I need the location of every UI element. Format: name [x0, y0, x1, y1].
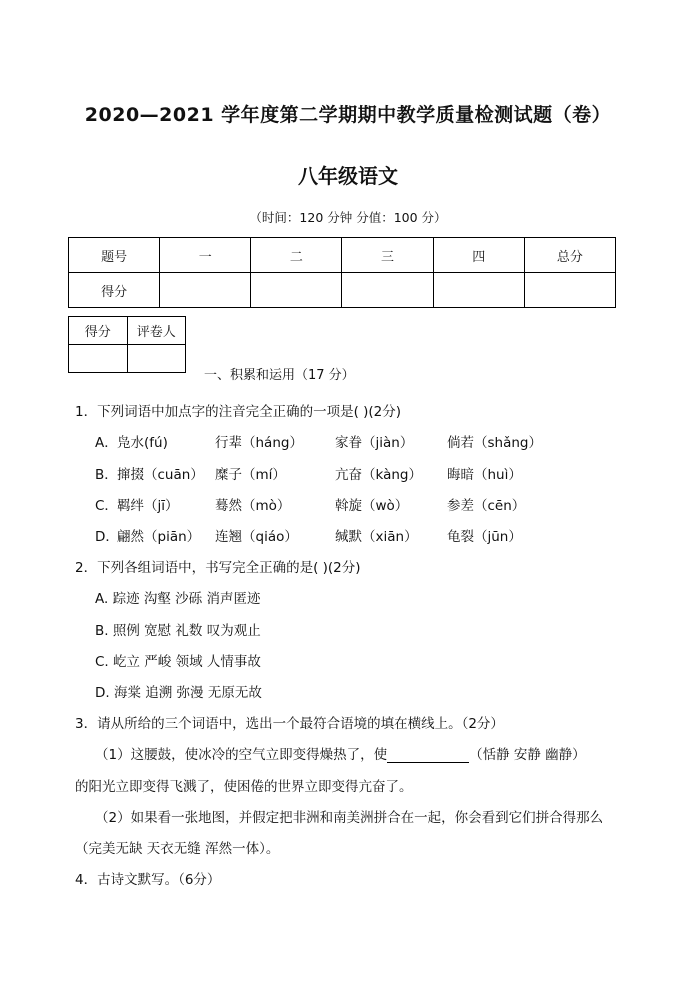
- grader-blank-cell[interactable]: [127, 345, 186, 373]
- score-table-header-row: [69, 238, 616, 273]
- grader-blank-cell[interactable]: [69, 345, 128, 373]
- q3-part-2-text: （2）如果看一张地图，并假定把非洲和南美洲拼合在一起，你会看到它们拼合得那么: [95, 810, 604, 826]
- q3-part-2-choices: （完美无缺 天衣无缝 浑然一体）。: [75, 841, 280, 857]
- q1-option-b-item: 糜子（mí）: [215, 467, 286, 483]
- score-table-cell: 三: [342, 238, 433, 273]
- q3-part-1-lead: （1）这腰鼓，使冰冷的空气立即变得燥热了，使: [95, 747, 388, 763]
- q1-option-a-item: 家眷（jiàn）: [335, 435, 414, 451]
- score-blank-cell[interactable]: [433, 273, 524, 308]
- q1-option-c-item: 参差（cēn）: [447, 498, 526, 514]
- q1-option-a-item: 行辈（háng）: [215, 435, 303, 451]
- q1-option-d-letter: D．: [95, 529, 119, 545]
- q1-option-d-item: 翩然（piān）: [117, 529, 201, 545]
- exam-title: 2020—2021 学年度第二学期期中教学质量检测试题（卷）: [84, 104, 612, 126]
- score-blank-cell[interactable]: [251, 273, 342, 308]
- score-blank-cell[interactable]: [342, 273, 433, 308]
- score-table-score-row: [69, 273, 616, 308]
- q3-part-1-choices: （恬静 安静 幽静）: [469, 747, 586, 763]
- q1-option-c-item: 羁绊（jī）: [117, 498, 179, 514]
- q3-part-1-text: [95, 743, 586, 763]
- grader-table: [68, 316, 186, 373]
- score-blank-cell[interactable]: [160, 273, 251, 308]
- q1-option-d-item: 缄默（xiān）: [335, 529, 418, 545]
- q1-option-a-item: 凫水(fú): [117, 435, 168, 451]
- q1-option-b-item: 亢奋（kàng）: [335, 467, 422, 483]
- q1-option-a-letter: A．: [95, 435, 118, 451]
- grader-table-grader-label: 评卷人: [127, 317, 186, 345]
- time-score-note: （时间：120 分钟 分值：100 分）: [249, 210, 447, 225]
- exam-subtitle: 八年级语文: [298, 164, 398, 188]
- q2-option-d: D. 海棠 追溯 弥漫 无原无故: [95, 685, 262, 701]
- score-table: [68, 237, 616, 308]
- q2-option-a: A. 踪迹 沟壑 沙砾 消声匿迹: [95, 591, 261, 607]
- q1-option-c-item: 蓦然（mò）: [215, 498, 291, 514]
- q1-option-d-item: 龟裂（jūn）: [447, 529, 522, 545]
- q2-option-b: B. 照例 宽慰 礼数 叹为观止: [95, 623, 261, 639]
- question-3-stem: 3．请从所给的三个词语中，选出一个最符合语境的填在横线上。（2分）: [75, 716, 504, 732]
- score-table-cell: 总分: [524, 238, 615, 273]
- q1-option-c-letter: C．: [95, 498, 118, 514]
- question-1-stem: 1．下列词语中加点字的注音完全正确的一项是( )(2分): [75, 404, 402, 420]
- score-table-cell: 题号: [69, 238, 160, 273]
- score-table-cell: 二: [251, 238, 342, 273]
- q2-option-c: C. 屹立 严峻 领域 人情事故: [95, 654, 261, 670]
- q1-option-b-item: 撺掇（cuān）: [117, 467, 204, 483]
- q1-option-b-letter: B．: [95, 467, 118, 483]
- answer-blank[interactable]: [387, 748, 469, 763]
- score-table-cell: 一: [160, 238, 251, 273]
- q3-part-1-continuation: 的阳光立即变得飞溅了，使困倦的世界立即变得亢奋了。: [75, 779, 413, 795]
- q1-option-b-item: 晦暗（huì）: [447, 467, 522, 483]
- section-heading: 一、积累和运用（17 分）: [204, 368, 355, 383]
- q1-option-d-item: 连翘（qiáo）: [215, 529, 298, 545]
- q1-option-a-item: 倘若（shǎng）: [447, 435, 542, 451]
- score-table-cell: 四: [433, 238, 524, 273]
- score-blank-cell[interactable]: [524, 273, 615, 308]
- q1-option-c-item: 斡旋（wò）: [335, 498, 409, 514]
- grader-table-score-label: 得分: [69, 317, 128, 345]
- question-4-stem: 4．古诗文默写。（6分）: [75, 872, 221, 888]
- score-table-cell: 得分: [69, 273, 160, 308]
- question-2-stem: 2．下列各组词语中，书写完全正确的是( )(2分): [75, 560, 361, 576]
